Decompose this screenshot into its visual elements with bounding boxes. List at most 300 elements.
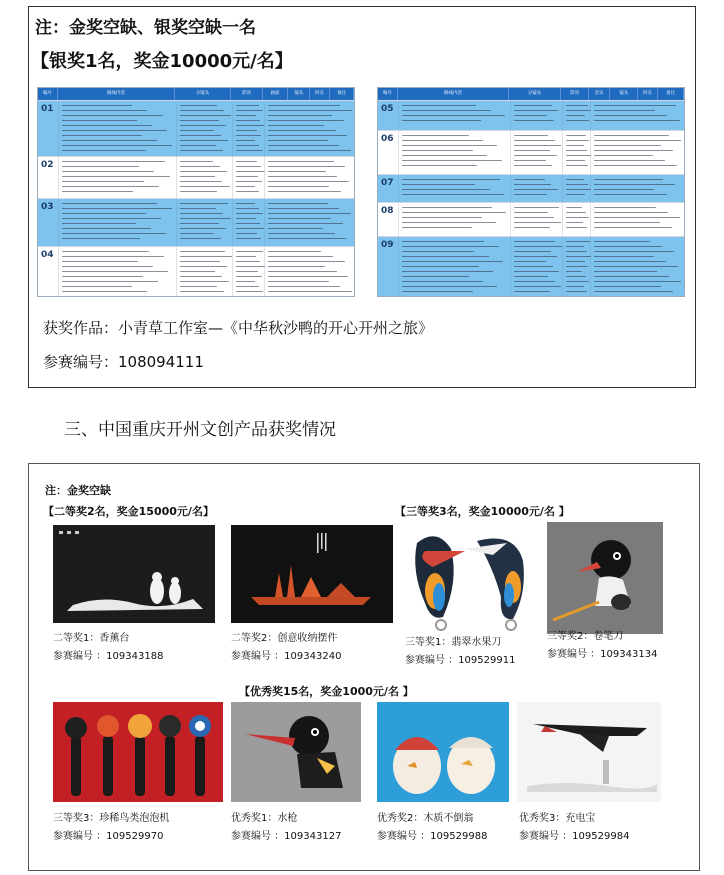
illegible-text-line bbox=[62, 261, 138, 262]
table-header-cell: 镜头 bbox=[610, 88, 638, 100]
illegible-text-line bbox=[236, 140, 255, 141]
illegible-text-line bbox=[402, 256, 489, 257]
illegible-text-line bbox=[594, 241, 650, 242]
row-text-block bbox=[510, 203, 562, 236]
table-row bbox=[378, 174, 684, 202]
illegible-text-line bbox=[566, 266, 588, 267]
illegible-text-line bbox=[236, 166, 261, 167]
illegible-text-line bbox=[180, 150, 223, 151]
illegible-text-line bbox=[62, 276, 143, 277]
row-text-block bbox=[264, 247, 354, 297]
cultural-products-awards-panel bbox=[28, 463, 700, 871]
illegible-text-line bbox=[594, 251, 674, 252]
illegible-text-line bbox=[594, 165, 677, 166]
illegible-text-line bbox=[594, 105, 676, 106]
illegible-text-line bbox=[180, 181, 222, 182]
illegible-text-line bbox=[180, 276, 222, 277]
illegible-text-line bbox=[402, 120, 481, 121]
illegible-text-line bbox=[514, 271, 559, 272]
entry-number: 参赛编号：108094111 bbox=[43, 353, 204, 371]
illegible-text-line bbox=[268, 105, 340, 106]
illegible-text-line bbox=[402, 135, 469, 136]
illegible-text-line bbox=[180, 281, 229, 282]
illegible-text-line bbox=[180, 238, 221, 239]
illegible-text-line bbox=[62, 105, 132, 106]
illegible-text-line bbox=[236, 281, 255, 282]
illegible-text-line bbox=[566, 281, 589, 282]
row-text-block bbox=[176, 247, 232, 297]
product-image-bubble-machine bbox=[53, 702, 223, 802]
illegible-text-line bbox=[180, 203, 228, 204]
illegible-text-line bbox=[180, 218, 231, 219]
illegible-text-line bbox=[594, 179, 663, 180]
illegible-text-line bbox=[566, 189, 591, 190]
product-image-storage-ornament bbox=[231, 525, 393, 623]
illegible-text-line bbox=[594, 160, 665, 161]
table-header-cell: 景别 bbox=[561, 88, 589, 100]
illegible-text-line bbox=[594, 140, 681, 141]
illegible-text-line bbox=[594, 286, 661, 287]
illegible-text-line bbox=[236, 161, 257, 162]
illegible-text-line bbox=[236, 191, 259, 192]
illegible-text-line bbox=[594, 222, 660, 223]
product-image-kingfisher-knife bbox=[403, 521, 537, 641]
illegible-text-line bbox=[402, 286, 497, 287]
illegible-text-line bbox=[180, 171, 227, 172]
illegible-text-line bbox=[594, 281, 681, 282]
illegible-text-line bbox=[236, 135, 261, 136]
illegible-text-line bbox=[268, 291, 352, 292]
illegible-text-line bbox=[566, 165, 588, 166]
illegible-text-line bbox=[514, 246, 562, 247]
illegible-text-line bbox=[402, 261, 503, 262]
illegible-text-line bbox=[62, 228, 151, 229]
row-text-block bbox=[58, 199, 176, 246]
illegible-text-line bbox=[236, 120, 260, 121]
illegible-text-line bbox=[594, 227, 672, 228]
illegible-text-line bbox=[402, 266, 479, 267]
row-text-block bbox=[562, 101, 590, 130]
illegible-text-line bbox=[402, 271, 493, 272]
product-image-pencil-sharpener bbox=[547, 522, 663, 634]
illegible-text-line bbox=[514, 189, 558, 190]
illegible-text-line bbox=[236, 125, 264, 126]
row-number: 08 bbox=[381, 206, 394, 216]
illegible-text-line bbox=[268, 125, 324, 126]
gold-vacancy-note: 注：金奖空缺 bbox=[45, 484, 111, 497]
illegible-text-line bbox=[514, 276, 548, 277]
product-name: 三等奖2：卷笔刀 bbox=[547, 631, 624, 642]
table-header-cell: 分镜头 bbox=[175, 88, 231, 100]
illegible-text-line bbox=[236, 256, 256, 257]
row-text-block bbox=[398, 101, 510, 130]
illegible-text-line bbox=[514, 194, 547, 195]
product-image-wooden-tumbler bbox=[377, 702, 509, 802]
illegible-text-line bbox=[594, 145, 661, 146]
illegible-text-line bbox=[268, 233, 335, 234]
illegible-text-line bbox=[236, 266, 265, 267]
product-entry-number: 参赛编号 ：109343127 bbox=[231, 831, 342, 842]
row-text-block bbox=[590, 203, 684, 236]
illegible-text-line bbox=[594, 110, 655, 111]
illegible-text-line bbox=[402, 227, 472, 228]
row-text-block bbox=[590, 101, 684, 130]
product-name: 优秀奖1：水枪 bbox=[231, 813, 298, 824]
table-row bbox=[378, 130, 684, 174]
row-text-block bbox=[232, 157, 264, 198]
illegible-text-line bbox=[236, 218, 256, 219]
illegible-text-line bbox=[180, 125, 226, 126]
illegible-text-line bbox=[180, 110, 224, 111]
illegible-text-line bbox=[566, 222, 583, 223]
illegible-text-line bbox=[268, 223, 343, 224]
illegible-text-line bbox=[62, 233, 166, 234]
illegible-text-line bbox=[566, 286, 584, 287]
illegible-text-line bbox=[62, 271, 168, 272]
illegible-text-line bbox=[514, 291, 550, 292]
illegible-text-line bbox=[566, 115, 585, 116]
illegible-text-line bbox=[180, 286, 217, 287]
row-number: 04 bbox=[41, 250, 54, 260]
illegible-text-line bbox=[594, 155, 653, 156]
illegible-text-line bbox=[594, 266, 678, 267]
row-text-block bbox=[176, 199, 232, 246]
row-text-block bbox=[590, 237, 684, 297]
illegible-text-line bbox=[514, 110, 558, 111]
illegible-text-line bbox=[268, 238, 346, 239]
table-row bbox=[38, 198, 354, 246]
illegible-text-line bbox=[236, 150, 263, 151]
illegible-text-line bbox=[514, 160, 546, 161]
illegible-text-line bbox=[180, 266, 227, 267]
illegible-text-line bbox=[180, 271, 215, 272]
illegible-text-line bbox=[268, 150, 351, 151]
illegible-text-line bbox=[594, 184, 675, 185]
illegible-text-line bbox=[62, 208, 172, 209]
illegible-text-line bbox=[62, 181, 144, 182]
gold-silver-vacancy-note: 注：金奖空缺、银奖空缺一名 bbox=[35, 18, 256, 38]
illegible-text-line bbox=[62, 286, 132, 287]
illegible-text-line bbox=[594, 261, 666, 262]
illegible-text-line bbox=[180, 161, 213, 162]
product-entry-number: 参赛编号 ：109343240 bbox=[231, 651, 342, 662]
illegible-text-line bbox=[62, 161, 165, 162]
illegible-text-line bbox=[594, 212, 668, 213]
illegible-text-line bbox=[236, 213, 263, 214]
illegible-text-line bbox=[180, 176, 215, 177]
storyboard-table-right bbox=[377, 87, 685, 297]
illegible-text-line bbox=[514, 261, 546, 262]
row-text-block bbox=[176, 157, 232, 198]
product-entry-number: 参赛编号 ：109529988 bbox=[377, 831, 488, 842]
illegible-text-line bbox=[236, 203, 255, 204]
illegible-text-line bbox=[566, 120, 589, 121]
illegible-text-line bbox=[180, 191, 217, 192]
illegible-text-line bbox=[514, 120, 554, 121]
illegible-text-line bbox=[180, 115, 231, 116]
row-text-block bbox=[58, 247, 176, 297]
storyboard-table-left bbox=[37, 87, 355, 297]
illegible-text-line bbox=[566, 256, 591, 257]
illegible-text-line bbox=[62, 150, 146, 151]
illegible-text-line bbox=[514, 135, 548, 136]
illegible-text-line bbox=[594, 217, 680, 218]
table-row bbox=[378, 100, 684, 130]
third-prize-heading: 【三等奖3名，奖金10000元/名 】 bbox=[395, 505, 570, 518]
illegible-text-line bbox=[402, 145, 497, 146]
illegible-text-line bbox=[180, 145, 216, 146]
illegible-text-line bbox=[62, 125, 152, 126]
illegible-text-line bbox=[514, 150, 550, 151]
illegible-text-line bbox=[566, 227, 587, 228]
table-row bbox=[38, 156, 354, 198]
illegible-text-line bbox=[402, 276, 469, 277]
illegible-text-line bbox=[402, 246, 499, 247]
illegible-text-line bbox=[594, 256, 654, 257]
row-number: 03 bbox=[41, 202, 54, 212]
illegible-text-line bbox=[566, 241, 590, 242]
illegible-text-line bbox=[594, 207, 656, 208]
illegible-text-line bbox=[268, 140, 328, 141]
illegible-text-line bbox=[268, 115, 332, 116]
illegible-text-line bbox=[62, 130, 167, 131]
table-header-cell: 音乐 bbox=[589, 88, 611, 100]
product-name: 优秀奖2：木质不倒翁 bbox=[377, 813, 474, 824]
illegible-text-line bbox=[402, 179, 500, 180]
illegible-text-line bbox=[62, 213, 146, 214]
illegible-text-line bbox=[594, 246, 662, 247]
illegible-text-line bbox=[236, 251, 263, 252]
illegible-text-line bbox=[180, 130, 214, 131]
row-number: 01 bbox=[41, 104, 54, 114]
illegible-text-line bbox=[180, 223, 219, 224]
table-row bbox=[38, 100, 354, 156]
row-text-block bbox=[398, 203, 510, 236]
illegible-text-line bbox=[180, 140, 228, 141]
illegible-text-line bbox=[180, 256, 232, 257]
row-text-block bbox=[58, 101, 176, 156]
product-name: 三等奖1：翡翠水果刀 bbox=[405, 637, 502, 648]
illegible-text-line bbox=[180, 166, 220, 167]
illegible-text-line bbox=[566, 155, 591, 156]
illegible-text-line bbox=[566, 291, 587, 292]
illegible-text-line bbox=[268, 208, 339, 209]
silver-award-panel bbox=[28, 6, 696, 388]
illegible-text-line bbox=[514, 179, 545, 180]
illegible-text-line bbox=[62, 238, 140, 239]
illegible-text-line bbox=[566, 212, 586, 213]
illegible-text-line bbox=[566, 135, 586, 136]
illegible-text-line bbox=[514, 105, 552, 106]
table-header-cell: 编号 bbox=[378, 88, 398, 100]
second-prize-heading: 【二等奖2名，奖金15000元/名】 bbox=[43, 505, 214, 518]
illegible-text-line bbox=[180, 135, 221, 136]
illegible-text-line bbox=[236, 223, 260, 224]
illegible-text-line bbox=[268, 110, 352, 111]
illegible-text-line bbox=[62, 115, 163, 116]
illegible-text-line bbox=[236, 130, 257, 131]
illegible-text-line bbox=[236, 271, 258, 272]
table-row bbox=[378, 202, 684, 236]
illegible-text-line bbox=[62, 223, 136, 224]
illegible-text-line bbox=[402, 194, 504, 195]
illegible-text-line bbox=[268, 161, 334, 162]
illegible-text-line bbox=[402, 212, 506, 213]
illegible-text-line bbox=[514, 115, 547, 116]
illegible-text-line bbox=[402, 140, 483, 141]
table-header-cell: 备注 bbox=[658, 88, 684, 100]
illegible-text-line bbox=[62, 218, 161, 219]
illegible-text-line bbox=[514, 165, 552, 166]
illegible-text-line bbox=[180, 105, 217, 106]
illegible-text-line bbox=[268, 145, 339, 146]
illegible-text-line bbox=[268, 276, 348, 277]
row-text-block bbox=[510, 131, 562, 174]
illegible-text-line bbox=[236, 261, 260, 262]
table-header-cell: 分镜头 bbox=[509, 88, 561, 100]
illegible-text-line bbox=[566, 261, 585, 262]
illegible-text-line bbox=[268, 186, 329, 187]
table-header-cell: 景别 bbox=[231, 88, 263, 100]
illegible-text-line bbox=[566, 184, 588, 185]
row-text-block bbox=[398, 175, 510, 202]
illegible-text-line bbox=[402, 105, 476, 106]
table-header-cell: 路线内容 bbox=[398, 88, 509, 100]
illegible-text-line bbox=[62, 203, 157, 204]
illegible-text-line bbox=[268, 213, 351, 214]
illegible-text-line bbox=[236, 176, 258, 177]
illegible-text-line bbox=[236, 145, 259, 146]
illegible-text-line bbox=[514, 266, 553, 267]
illegible-text-line bbox=[236, 276, 262, 277]
illegible-text-line bbox=[268, 281, 329, 282]
illegible-text-line bbox=[268, 203, 328, 204]
table-header-row bbox=[38, 88, 354, 100]
illegible-text-line bbox=[62, 291, 147, 292]
illegible-text-line bbox=[62, 186, 159, 187]
product-image-water-gun bbox=[231, 702, 361, 802]
row-text-block bbox=[510, 175, 562, 202]
product-entry-number: 参赛编号 ：109529984 bbox=[519, 831, 630, 842]
row-text-block bbox=[264, 101, 354, 156]
illegible-text-line bbox=[236, 286, 259, 287]
row-number: 09 bbox=[381, 240, 394, 250]
row-text-block bbox=[562, 131, 590, 174]
table-header-cell: 画面 bbox=[263, 88, 289, 100]
illegible-text-line bbox=[514, 140, 555, 141]
table-header-cell: 镜头 bbox=[288, 88, 310, 100]
illegible-text-line bbox=[566, 276, 586, 277]
illegible-text-line bbox=[566, 251, 587, 252]
illegible-text-line bbox=[594, 120, 680, 121]
illegible-text-line bbox=[62, 110, 147, 111]
row-text-block bbox=[510, 101, 562, 130]
illegible-text-line bbox=[62, 251, 149, 252]
illegible-text-line bbox=[402, 207, 492, 208]
illegible-text-line bbox=[566, 179, 584, 180]
row-text-block bbox=[590, 175, 684, 202]
illegible-text-line bbox=[594, 150, 673, 151]
row-text-block bbox=[58, 157, 176, 198]
row-number: 06 bbox=[381, 134, 394, 144]
row-number: 02 bbox=[41, 160, 54, 170]
illegible-text-line bbox=[62, 120, 137, 121]
illegible-text-line bbox=[514, 227, 550, 228]
illegible-text-line bbox=[402, 217, 482, 218]
illegible-text-line bbox=[236, 228, 264, 229]
product-entry-number: 参赛编号 ：109343188 bbox=[53, 651, 164, 662]
illegible-text-line bbox=[402, 165, 477, 166]
illegible-text-line bbox=[180, 228, 226, 229]
illegible-text-line bbox=[402, 251, 474, 252]
illegible-text-line bbox=[514, 222, 561, 223]
illegible-text-line bbox=[514, 241, 555, 242]
illegible-text-line bbox=[514, 207, 559, 208]
illegible-text-line bbox=[236, 105, 259, 106]
illegible-text-line bbox=[268, 191, 341, 192]
illegible-text-line bbox=[180, 233, 214, 234]
row-text-block bbox=[398, 131, 510, 174]
illegible-text-line bbox=[594, 291, 673, 292]
product-entry-number: 参赛编号 ：109343134 bbox=[547, 649, 658, 660]
illegible-text-line bbox=[180, 261, 220, 262]
illegible-text-line bbox=[62, 176, 170, 177]
table-header-cell: 路线内容 bbox=[58, 88, 175, 100]
row-text-block bbox=[232, 199, 264, 246]
illegible-text-line bbox=[268, 176, 337, 177]
illegible-text-line bbox=[180, 213, 223, 214]
illegible-text-line bbox=[566, 207, 582, 208]
row-text-block bbox=[264, 199, 354, 246]
table-header-row bbox=[378, 88, 684, 100]
table-row bbox=[378, 236, 684, 297]
illegible-text-line bbox=[594, 276, 669, 277]
row-text-block bbox=[232, 101, 264, 156]
illegible-text-line bbox=[402, 291, 473, 292]
illegible-text-line bbox=[268, 256, 333, 257]
illegible-text-line bbox=[236, 110, 263, 111]
illegible-text-line bbox=[236, 238, 261, 239]
product-name: 二等奖2：创意收纳摆件 bbox=[231, 633, 338, 644]
illegible-text-line bbox=[180, 251, 225, 252]
illegible-text-line bbox=[402, 150, 473, 151]
table-row bbox=[38, 246, 354, 297]
illegible-text-line bbox=[402, 115, 505, 116]
illegible-text-line bbox=[514, 217, 554, 218]
illegible-text-line bbox=[268, 181, 349, 182]
illegible-text-line bbox=[268, 171, 326, 172]
illegible-text-line bbox=[268, 286, 340, 287]
illegible-text-line bbox=[62, 191, 133, 192]
illegible-text-line bbox=[62, 266, 153, 267]
illegible-text-line bbox=[62, 135, 142, 136]
illegible-text-line bbox=[514, 256, 557, 257]
row-text-block bbox=[398, 237, 510, 297]
illegible-text-line bbox=[566, 217, 589, 218]
illegible-text-line bbox=[268, 120, 344, 121]
illegible-text-line bbox=[594, 194, 667, 195]
winning-work-title: 获奖作品：小青草工作室—《中华秋沙鸭的开心开州之旅》 bbox=[43, 319, 434, 337]
row-text-block bbox=[232, 247, 264, 297]
illegible-text-line bbox=[594, 189, 654, 190]
table-header-cell: 备注 bbox=[330, 88, 354, 100]
illegible-text-line bbox=[402, 110, 491, 111]
illegible-text-line bbox=[402, 222, 496, 223]
illegible-text-line bbox=[514, 212, 548, 213]
illegible-text-line bbox=[594, 135, 669, 136]
product-entry-number: 参赛编号 ：109529970 bbox=[53, 831, 164, 842]
row-text-block bbox=[590, 131, 684, 174]
